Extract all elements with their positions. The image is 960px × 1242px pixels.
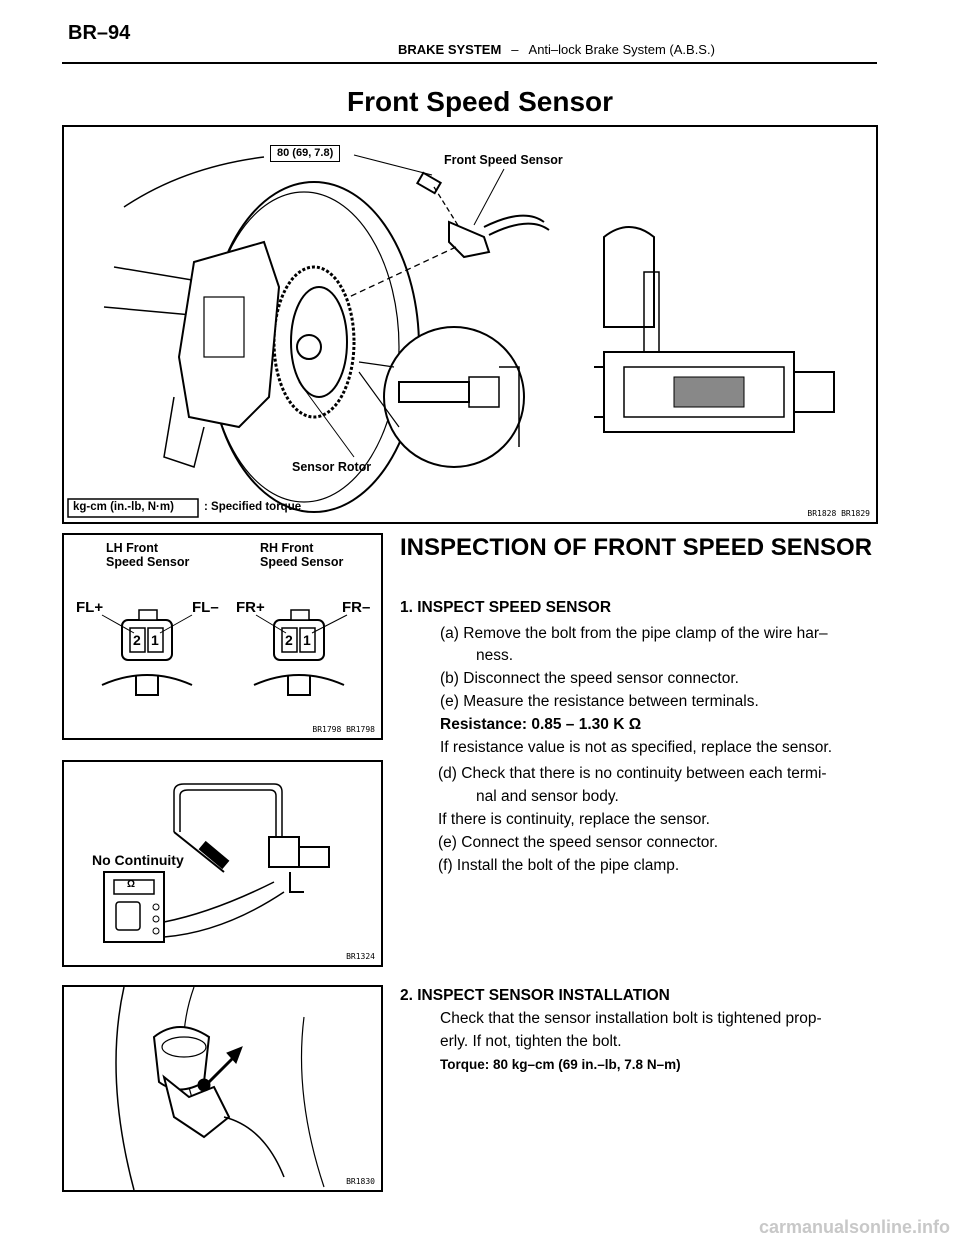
resistance-note: If resistance value is not as specified, replace the sensor. [440,739,833,756]
rh-sensor-label: RH Front Speed Sensor [260,541,344,570]
section-title: INSPECTION OF FRONT SPEED SENSOR [400,534,873,561]
sensor-rotor-callout: Sensor Rotor [292,460,372,474]
step-1d-line1: (d) Check that there is no continuity between each termi- [438,765,827,782]
figure-code: BR1830 [346,1177,375,1186]
header-separator: – [511,42,519,57]
lh-sensor-label: LH Front Speed Sensor [106,541,190,570]
fr-minus-label: FR– [342,599,371,616]
lh-connector-drawing [102,610,192,695]
fl-minus-label: FL– [192,599,219,616]
running-header [398,42,715,57]
header-system: BRAKE SYSTEM [398,42,502,57]
step-2-heading [400,984,670,1008]
no-continuity-label: No Continuity [92,852,184,868]
step-1-heading [400,596,611,620]
front-speed-sensor-figure [62,125,878,524]
page-number: BR–94 [68,22,131,44]
legend-specified-torque: : Specified torque [204,501,302,513]
rh-pin-2: 2 [285,632,293,648]
connector-terminals-figure [62,533,383,740]
watermark: carmanualsonline.info [758,1217,950,1237]
resistance-spec: Resistance: 0.85 – 1.30 K Ω [440,716,642,733]
fl-plus-label: FL+ [76,599,104,616]
page-title: Front Speed Sensor [346,86,614,117]
step-1a-line2: ness. [476,647,514,664]
step-1e: (e) Connect the speed sensor connector. [438,834,719,851]
step-1a-line1: (a) Remove the bolt from the pipe clamp of the wire har– [440,625,828,642]
continuity-note: If there is continuity, replace the sensor. [438,811,710,828]
step-2-heading-text: 2. INSPECT SENSOR INSTALLATION [400,987,670,1004]
step-1-heading-text: 1. INSPECT SPEED SENSOR [400,599,612,616]
figure-code: BR1798 BR1798 [312,725,375,734]
header-subsystem: Anti–lock Brake System (A.B.S.) [528,42,715,57]
ohm-symbol: Ω [127,879,136,890]
figure-code: BR1828 BR1829 [807,509,870,518]
step-1b: (b) Disconnect the speed sensor connector. [440,670,739,687]
installation-illustration [64,987,381,1190]
torque-spec: Torque: 80 kg–cm (69 in.–lb, 7.8 N–m) [440,1057,681,1072]
header-rule [62,62,877,64]
lh-pin-2: 2 [133,632,141,648]
lh-pin-1: 1 [151,632,159,648]
step-1f: (f) Install the bolt of the pipe clamp. [438,857,680,874]
step-2-text-line1: Check that the sensor installation bolt is tightened prop- [440,1010,822,1027]
brake-assembly-illustration [64,127,876,522]
torque-box-label: 80 (69, 7.8) [270,145,340,162]
front-speed-sensor-callout: Front Speed Sensor [444,153,563,167]
step-1c: (e) Measure the resistance between terminals. [440,693,759,710]
figure-code: BR1324 [346,952,375,961]
rh-connector-drawing [254,610,347,695]
fr-plus-label: FR+ [236,599,265,616]
legend-unit-box: kg-cm (in.-lb, N·m) [73,501,174,513]
continuity-check-figure [62,760,383,967]
step-2-text-line2: erly. If not, tighten the bolt. [440,1033,622,1050]
step-1d-line2: nal and sensor body. [476,788,619,805]
rh-pin-1: 1 [303,632,311,648]
sensor-installation-figure [62,985,383,1192]
